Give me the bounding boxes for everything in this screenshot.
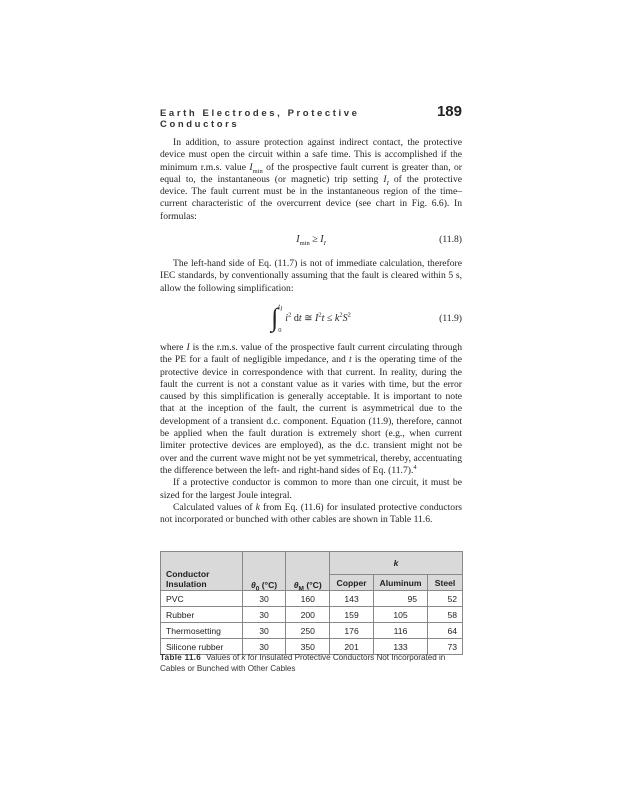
table-row: PVC 30 160 143 95 52 (161, 591, 463, 607)
paragraph-1: In addition, to assure protection against indirect contact, the protective device must open the circuit within a safe time. This is accomplished if the minimum r.m.s. value $I_{min}$ of the prospective fault current is greater than, or equal to, the instantaneous (or magnetic) trip setting $I_I$ of the protective device. The fault current must be in the instantaneous region of the time–current characteristic of the overcurrent device (see chart in Fig. 6.6). In formulas: (160, 137, 463, 222)
header-k: k (330, 552, 463, 575)
header-conductor-insulation: Conductor Insulation (161, 552, 243, 591)
table-header-row-top (161, 552, 463, 575)
header-steel: Steel (428, 575, 463, 591)
equation-11-9: ∫ $t_I$ 0 $i^2$ dt ≅ $I^2t \le k^2S^2$ (11.9) (160, 301, 462, 337)
caption-label: Table 11.6 (160, 653, 202, 662)
paragraph-4: If a protective conductor is common to more than one circuit, it must be sized for the largest Joule integral. (160, 477, 462, 501)
table-row: Silicone rubber 30 350 201 133 73 (161, 639, 463, 655)
paragraph-3: where I is the r.m.s. value of the prospective fault current circulating through the PE for a fault of negligible impedance, and t is the operating time of the protective device in correspondence with that current. In reality, during the fault the current is not a constant value as it varies with time, but the error caused by this simplification is generally acceptable. It is important to note that at the inception of the fault, the current is asymmetrical due to the development of a transient d.c. component. Equation (11.9), therefore, cannot be applied when the fault duration is extremely short (e.g., when current limiter protective devices are employed), as the d.c. transient might not be over and the current wave might not be yet symmetrical, thereby, accentuating the difference between the left- and right-hand sides of Eq. (11.7).$^4$ (160, 341, 462, 476)
footnote-ref[interactable]: 4 (413, 463, 417, 471)
page-number: 189 (436, 103, 462, 120)
table-row: Thermosetting 30 250 176 116 64 (161, 623, 463, 639)
table-row: Rubber 30 200 159 105 58 (161, 607, 463, 623)
equation-number: (11.9) (439, 312, 462, 324)
header-thetaM: $\theta_M$ (°C) (286, 552, 330, 591)
running-header-title: Earth Electrodes, Protective Conductors (160, 108, 360, 130)
k-values-table (160, 551, 463, 655)
equation-number: (11.8) (439, 233, 462, 245)
running-header (160, 103, 462, 130)
body-text (160, 137, 462, 526)
header-copper: Copper (330, 575, 374, 591)
table-11-6 (160, 551, 463, 655)
integral-sign: ∫ (271, 302, 279, 332)
equation-11-8: $I_{min} \ge I_I$ (11.8) (296, 233, 462, 247)
header-aluminum: Aluminum (374, 575, 428, 591)
paragraph-5: Calculated values of k from Eq. (11.6) for insulated protective conductors not incorporated or bunched with other cables are shown in Table 11.6. (160, 501, 463, 526)
header-theta0: $\theta_0$ (°C) (242, 552, 286, 591)
paragraph-2: The left-hand side of Eq. (11.7) is not of immediate calculation, therefore IEC standards, by conventionally assuming that the fault is cleared within 5 s, allow the following simplification: (160, 258, 462, 294)
table-caption: Table 11.6 Values of k for Insulated Protective Conductors Not Incorporated in Cables or Bunched with Other Cables (160, 653, 446, 673)
integral-limits: $t_I$ 0 (278, 302, 283, 334)
